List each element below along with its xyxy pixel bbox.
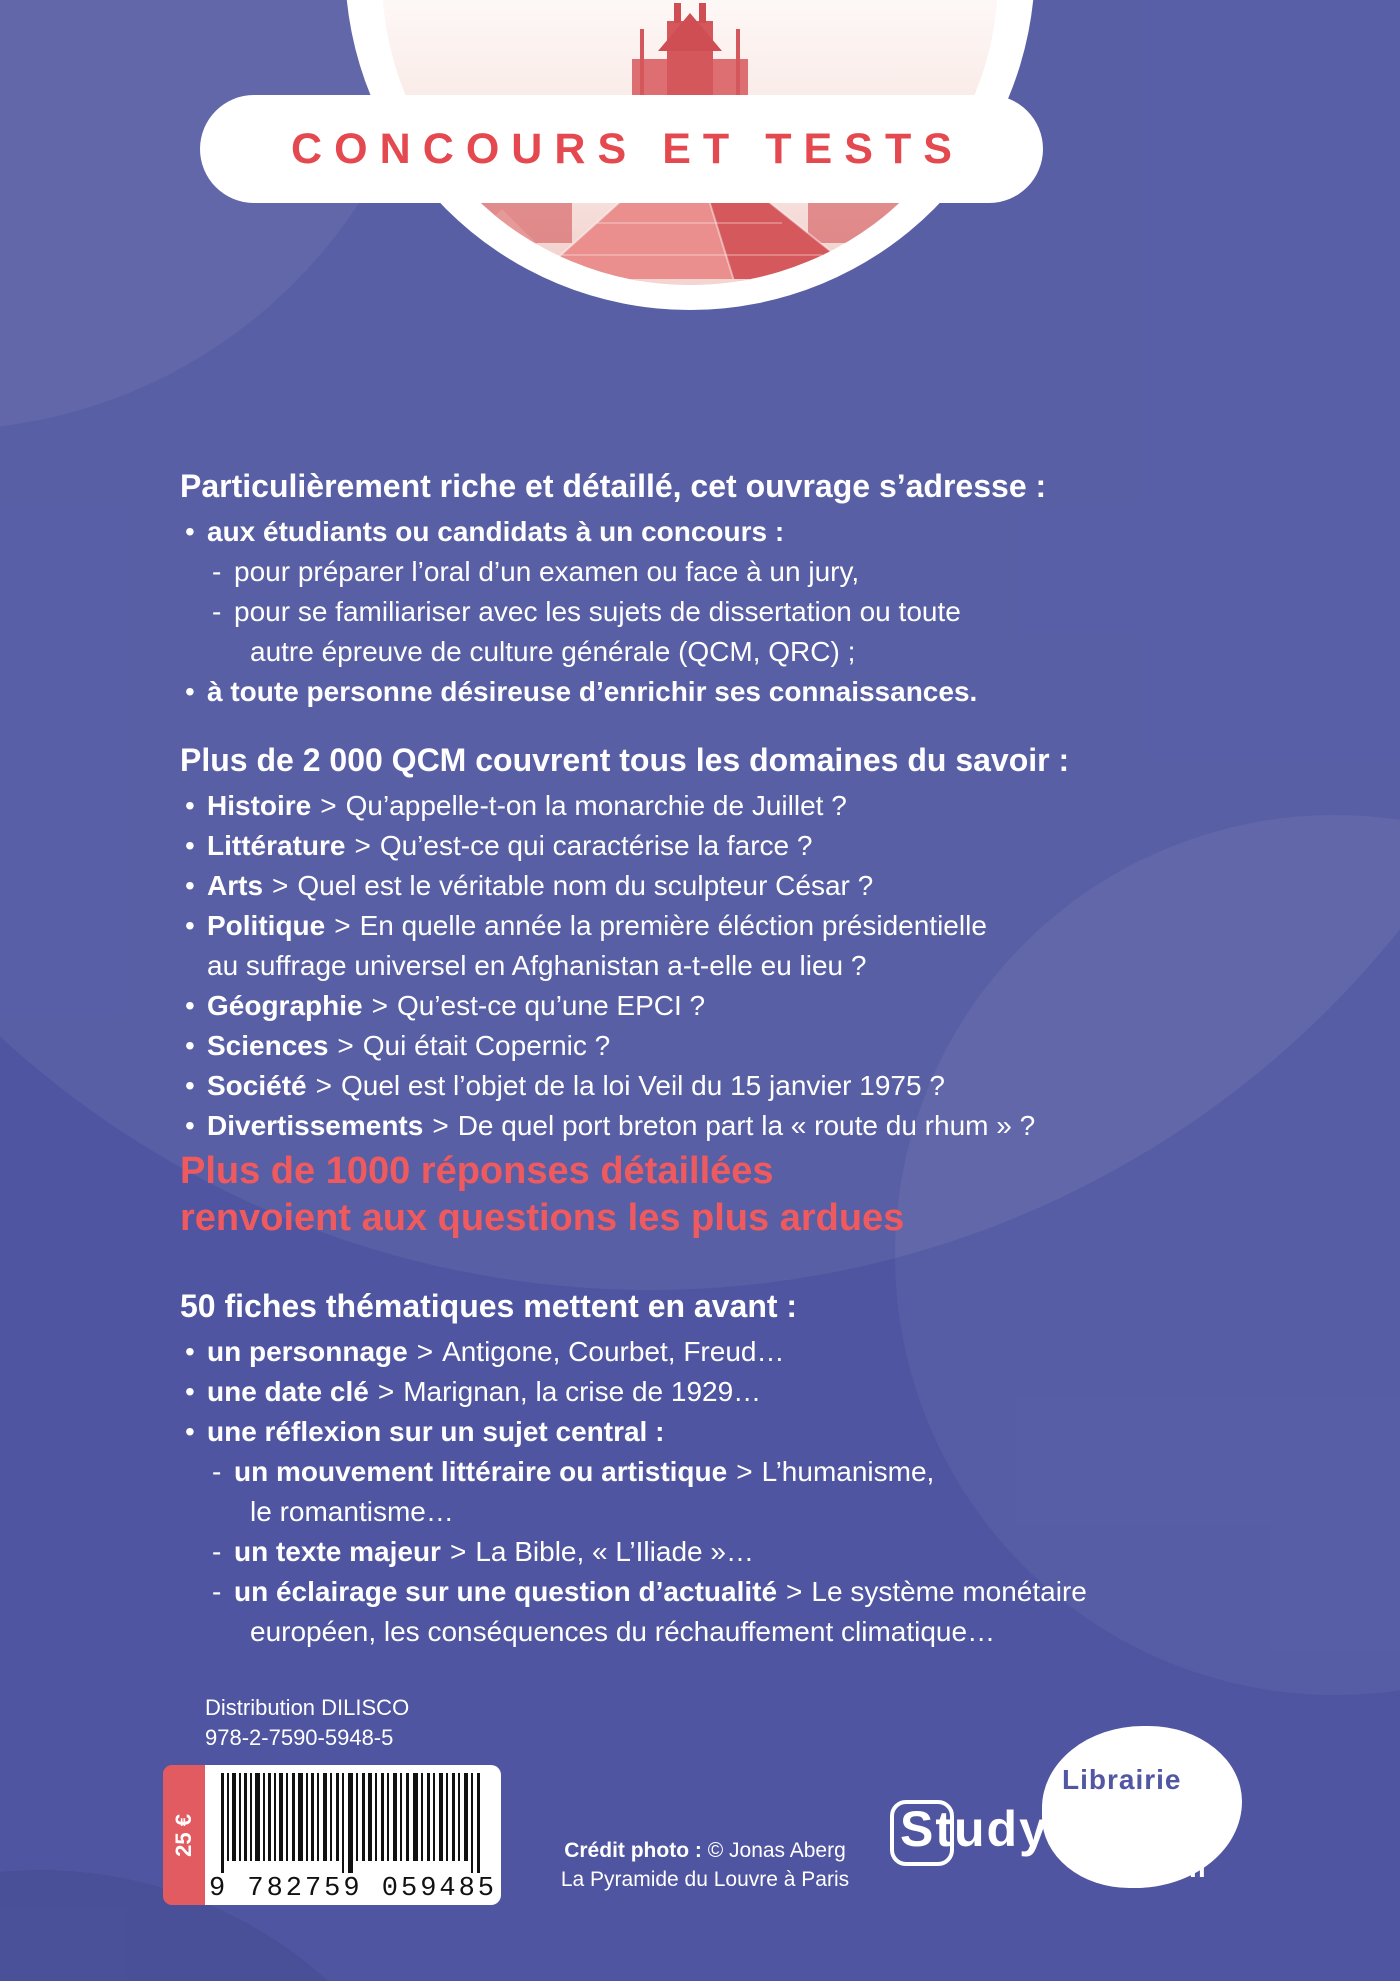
studyrama-logo [880, 1700, 1300, 1920]
bullet-marker: • [185, 1110, 195, 1141]
answers-line2: renvoient aux questions les plus ardues [180, 1197, 905, 1239]
separator: > [371, 990, 388, 1021]
isbn: 978-2-7590-5948-5 [205, 1725, 394, 1750]
list-item: • Histoire > Qu’appelle-t-on la monarchie de Juillet ? [207, 786, 1260, 826]
bullet-marker: • [185, 870, 195, 901]
list-item: • aux étudiants ou candidats à un concours : [207, 512, 1260, 552]
list-item: • Géographie > Qu’est-ce qu’une EPCI ? [207, 986, 1260, 1026]
fiches-heading: 50 fiches thématiques mettent en avant : [180, 1288, 798, 1324]
list-item-continuation: autre épreuve de culture générale (QCM, QRC) ; [250, 636, 856, 667]
separator: > [334, 910, 351, 941]
series-banner [200, 95, 1043, 203]
bullet-marker: • [185, 990, 195, 1021]
separator: > [315, 1070, 332, 1101]
bullet-marker: • [185, 676, 195, 707]
bullet-marker: • [185, 830, 195, 861]
list-item: - pour préparer l’oral d’un examen ou face à un jury, [234, 552, 1260, 592]
list-item: • à toute personne désireuse d’enrichir ses connaissances. [207, 672, 1260, 712]
distribution-line: Distribution DILISCO [205, 1695, 410, 1720]
list-item-continuation: européen, les conséquences du réchauffement climatique… [250, 1616, 996, 1647]
barcode-digits: 9 782759 059485 [208, 1874, 498, 1904]
dash-marker: - [212, 1536, 222, 1567]
dash-marker: - [212, 1576, 222, 1607]
list-item: • Société > Quel est l’objet de la loi Veil du 15 janvier 1975 ? [207, 1066, 1260, 1106]
qcm-section [180, 738, 1260, 1146]
list-item: - un texte majeur > La Bible, « L’Iliade »… [234, 1532, 1260, 1572]
audience-heading: Particulièrement riche et détaillé, cet ouvrage s’adresse : [180, 468, 1047, 504]
dash-marker: - [212, 1456, 222, 1487]
separator: > [736, 1456, 753, 1487]
separator: > [449, 1536, 467, 1567]
list-item: - un éclairage sur une question d’actualité > Le système monétaire [234, 1572, 1260, 1612]
separator: > [377, 1376, 395, 1407]
bullet-marker: • [185, 1030, 195, 1061]
audience-section [180, 464, 1260, 712]
separator: > [272, 870, 289, 901]
barcode [205, 1765, 501, 1905]
list-item: • Politique > En quelle année la première éléction présidentielle [207, 906, 1260, 946]
bullet-marker: • [185, 1336, 195, 1367]
list-item: • Sciences > Qui était Copernic ? [207, 1026, 1260, 1066]
list-item-continuation: au suffrage universel en Afghanistan a-t-elle eu lieu ? [207, 950, 867, 981]
separator: > [432, 1110, 449, 1141]
bullet-marker: • [185, 1070, 195, 1101]
photo-credit [520, 1836, 890, 1894]
list-item: • un personnage > Antigone, Courbet, Freud… [207, 1332, 1260, 1372]
list-item: • Divertissements > De quel port breton part la « route du rhum » ? [207, 1106, 1260, 1146]
logo-studyrama: Studyrama [900, 1801, 1177, 1857]
answers-line1: Plus de 1000 réponses détaillées [180, 1150, 774, 1192]
list-item: - pour se familiariser avec les sujets de dissertation ou toute [234, 592, 1260, 632]
separator: > [337, 1030, 354, 1061]
list-item-continuation: le romantisme… [250, 1496, 454, 1527]
dash-marker: - [212, 556, 222, 587]
fiches-section [180, 1284, 1260, 1652]
bullet-marker: • [185, 1416, 195, 1447]
credit-line2: La Pyramide du Louvre à Paris [560, 1868, 850, 1891]
logo-com: .com [1138, 1852, 1206, 1884]
separator: > [320, 790, 337, 821]
separator: > [786, 1576, 803, 1607]
distribution-block [205, 1693, 409, 1753]
bullet-marker: • [185, 910, 195, 941]
answers-highlight [180, 1148, 1260, 1242]
list-item: • Littérature > Qu’est-ce qui caractérise la farce ? [207, 826, 1260, 866]
price-tag [163, 1765, 205, 1905]
bullet-marker: • [185, 1376, 195, 1407]
list-item: • une réflexion sur un sujet central : [207, 1412, 1260, 1452]
series-title: CONCOURS ET TESTS [291, 124, 964, 173]
price: 25 € [171, 1813, 196, 1857]
credit-line1: Crédit photo : © Jonas Aberg [564, 1839, 846, 1862]
separator: > [416, 1336, 434, 1367]
list-item: • Arts > Quel est le véritable nom du sculpteur César ? [207, 866, 1260, 906]
qcm-heading: Plus de 2 000 QCM couvrent tous les domaines du savoir : [180, 742, 1070, 778]
logo-librairie: Librairie [1062, 1764, 1182, 1795]
bullet-marker: • [185, 516, 195, 547]
dash-marker: - [212, 596, 222, 627]
bullet-marker: • [185, 790, 195, 821]
list-item: • une date clé > Marignan, la crise de 1929… [207, 1372, 1260, 1412]
separator: > [354, 830, 371, 861]
barcode-bars [205, 1765, 501, 1905]
list-item: - un mouvement littéraire ou artistique > L’humanisme, [234, 1452, 1260, 1492]
